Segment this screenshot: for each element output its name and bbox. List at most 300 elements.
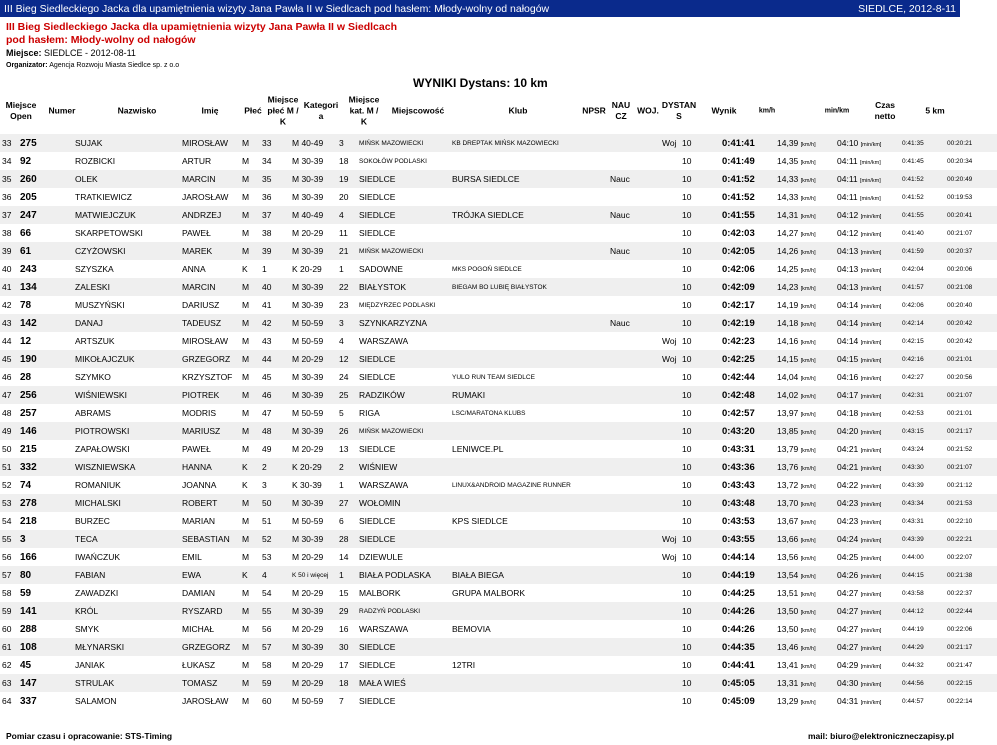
cell-miejsce-kat: 2 [337,458,357,476]
cell-miejscowosc: RIGA [359,408,380,418]
cell-dystans: 10 [680,206,720,224]
cell-kmh-value: 13,76 [777,462,799,472]
cell-kmh [775,602,835,620]
cell-open: 42 [2,300,12,310]
cell-kmh [775,314,835,332]
cell-netto: 0:43:39 [902,481,924,489]
cell-minkm-value: 04:13 [837,282,859,292]
cell-klub: KB DREPTAK MIŃSK MAZOWIECKI [450,134,608,152]
cell-npsr [608,134,640,152]
cell-minkm-unit: [min/km] [860,466,882,472]
cell-open: 49 [0,422,18,440]
cell-minkm-value: 04:13 [837,246,859,256]
cell-minkm [835,458,900,476]
cell-miejscowosc: RADZYŃ PODLASKI [357,602,450,620]
cell-minkm-unit: [min/km] [860,646,882,652]
cell-woj [660,584,680,602]
cell-nau [640,368,660,386]
cell-kmh-unit: [km/h] [800,592,816,598]
cell-miejsce-kat: 1 [337,566,357,584]
cell-minkm-unit: [min/km] [860,448,882,454]
cell-kmh-unit: [km/h] [800,268,816,274]
cell-5km: 00:21:17 [945,422,997,440]
cell-woj: Woj [660,134,680,152]
cell-kmh [775,620,835,638]
cell-kmh-unit: [km/h] [800,412,816,418]
cell-kmh-unit: [km/h] [800,214,816,220]
cell-netto: 0:44:29 [900,638,945,656]
cell-kmh-value: 14,25 [777,264,799,274]
cell-miejscowosc: MIŃSK MAZOWIECKI [357,134,450,152]
cell-miejsce-kat: 30 [337,638,357,656]
cell-miejsce-plec: 54 [262,588,272,598]
cell-numer: 74 [20,479,32,491]
cell-imie: MIROSŁAW [180,134,240,152]
cell-minkm-unit: [min/km] [860,232,882,238]
cell-nazwisko: ARTSZUK [75,336,115,346]
cell-open: 60 [2,624,12,634]
cell-5km: 00:21:07 [947,229,973,237]
cell-minkm-unit: [min/km] [860,484,882,490]
cell-minkm-unit: [min/km] [860,520,882,526]
cell-miejsce-plec: 34 [262,156,272,166]
cell-kmh [775,530,835,548]
cell-dystans: 10 [682,300,692,310]
cell-imie: KRZYSZTOF [182,372,233,382]
cell-kmh-unit: [km/h] [800,538,816,544]
cell-nazwisko: WISZNIEWSKA [73,458,180,476]
cell-open: 64 [2,696,12,706]
cell-minkm [835,620,900,638]
cell-imie: EWA [180,566,240,584]
cell-klub: TRÓJKA SIEDLCE [450,206,608,224]
cell-minkm-value: 04:24 [837,534,859,544]
cell-nau [640,350,660,368]
cell-nau [640,494,660,512]
cell-wynik: 0:41:52 [722,191,755,203]
cell-miejsce-kat: 4 [339,336,344,346]
cell-nau [640,314,660,332]
cell-numer: 146 [18,422,73,440]
cell-miejsce-plec: 40 [260,278,290,296]
cell-nazwisko: FABIAN [73,566,180,584]
cell-imie: ŁUKASZ [182,660,216,670]
top-bar-date: SIEDLCE, 2012-8-11 [858,2,956,15]
table-row [0,584,997,602]
cell-npsr [608,296,640,314]
cell-dystans: 10 [680,422,720,440]
cell-nazwisko: ROZBICKI [75,156,116,166]
cell-kmh [775,656,835,674]
cell-nau [640,206,660,224]
cell-kmh-value: 13,46 [777,642,799,652]
cell-kmh-value: 13,50 [777,624,799,634]
cell-miejsce-plec: 38 [262,228,272,238]
cell-5km: 00:22:10 [947,517,973,525]
cell-miejscowosc: RADZIKÓW [357,386,450,404]
cell-minkm [835,674,900,692]
cell-nazwisko: ZAPAŁOWSKI [75,444,130,454]
cell-plec: M [242,696,250,706]
cell-miejsce-kat: 22 [337,278,357,296]
cell-kategoria: M 50-59 [292,696,324,706]
document-header [0,17,960,72]
cell-kategoria: K 50 i więcej [290,566,337,584]
cell-numer: 215 [20,443,37,455]
table-row [0,260,997,278]
cell-woj [660,422,680,440]
cell-5km: 00:20:41 [945,206,997,224]
cell-kategoria: M 30-39 [290,530,337,548]
cell-kmh-value: 13,54 [777,570,799,580]
cell-wynik: 0:44:35 [720,638,775,656]
cell-imie: TOMASZ [180,674,240,692]
col-klub: Klub [508,105,528,116]
cell-npsr [608,566,640,584]
cell-kategoria: M 40-49 [290,134,337,152]
cell-kategoria: M 50-59 [290,314,337,332]
table-row [0,206,997,224]
cell-netto: 0:41:45 [902,157,924,165]
cell-plec: K [242,264,248,274]
cell-miejscowosc: MIŃSK MAZOWIECKI [357,242,450,260]
cell-minkm-unit: [min/km] [860,556,882,562]
cell-klub [450,638,608,656]
cell-open: 40 [2,264,12,274]
cell-numer: 247 [18,206,73,224]
cell-minkm-value: 04:14 [837,300,859,310]
cell-klub: YULO RUN TEAM SIEDLCE [452,373,535,381]
cell-netto: 0:43:39 [900,530,945,548]
cell-open: 55 [0,530,18,548]
cell-klub: LENIWCE.PL [452,444,504,454]
cell-klub [450,674,608,692]
cell-miejscowosc: MALBORK [359,588,401,598]
cell-dystans: 10 [682,264,692,274]
cell-miejsce-plec: 33 [260,134,290,152]
cell-open: 44 [2,336,12,346]
cell-miejscowosc: SIEDLCE [359,696,396,706]
cell-miejscowosc: BIAŁYSTOK [357,278,450,296]
cell-numer: 190 [18,350,73,368]
cell-miejsce-kat: 18 [337,674,357,692]
cell-kmh [775,278,835,296]
cell-open: 41 [0,278,18,296]
cell-kmh-unit: [km/h] [800,484,816,490]
cell-netto: 0:43:58 [902,589,924,597]
cell-npsr [608,512,640,530]
cell-miejscowosc: SIEDLCE [359,444,396,454]
cell-5km: 00:21:01 [947,409,973,417]
cell-open: 58 [2,588,12,598]
cell-wynik: 0:42:19 [720,314,775,332]
cell-dystans: 10 [680,674,720,692]
cell-miejscowosc: SIEDLCE [359,372,396,382]
cell-nazwisko: ZAWADZKI [75,588,119,598]
cell-kmh-value: 14,02 [777,390,799,400]
cell-5km: 00:22:37 [947,589,973,597]
cell-plec: M [240,206,260,224]
cell-wynik: 0:43:43 [722,479,755,491]
cell-miejscowosc: SIEDLCE [359,660,396,670]
cell-numer: 260 [18,170,73,188]
event-place-label: Miejsce: [6,48,42,58]
cell-kmh-value: 13,97 [777,408,799,418]
cell-minkm-value: 04:30 [837,678,859,688]
cell-netto: 0:42:27 [902,373,924,381]
cell-kmh-value: 14,18 [777,318,799,328]
cell-kategoria: M 30-39 [290,278,337,296]
cell-5km: 00:21:08 [945,278,997,296]
cell-plec: M [242,156,250,166]
cell-open: 46 [2,372,12,382]
table-row [0,458,997,476]
cell-woj [660,188,680,206]
cell-5km: 00:21:07 [945,458,997,476]
cell-woj [660,620,680,638]
cell-miejsce-plec: 52 [260,530,290,548]
cell-netto: 0:41:59 [900,242,945,260]
cell-5km: 00:20:06 [947,265,973,273]
cell-numer: 142 [18,314,73,332]
cell-wynik: 0:43:31 [722,443,755,455]
cell-minkm-unit: [min/km] [860,574,882,580]
cell-minkm-unit: [min/km] [860,358,882,364]
cell-open: 48 [2,408,12,418]
cell-numer: 166 [20,551,37,563]
cell-nau [640,260,660,278]
cell-kmh-unit: [km/h] [800,196,816,202]
cell-klub [450,350,608,368]
cell-npsr: Nauc [608,314,640,332]
cell-minkm [835,404,900,422]
cell-plec: K [240,458,260,476]
cell-npsr [608,530,640,548]
cell-miejsce-kat: 25 [337,386,357,404]
cell-plec: M [240,314,260,332]
cell-miejsce-plec: 55 [260,602,290,620]
cell-klub: LSC/MARATONA KLUBS [452,409,526,417]
cell-5km: 00:21:47 [947,661,973,669]
cell-netto: 0:44:57 [902,697,924,705]
cell-miejsce-kat: 5 [339,408,344,418]
cell-kmh [775,638,835,656]
cell-minkm-value: 04:27 [837,606,859,616]
cell-npsr [608,602,640,620]
cell-imie: PAWEŁ [182,444,211,454]
cell-plec: M [242,192,250,202]
cell-numer: 108 [18,638,73,656]
cell-minkm-value: 04:11 [837,174,858,184]
cell-5km: 00:20:42 [947,337,973,345]
table-row [0,422,997,440]
cell-kmh-unit: [km/h] [800,628,816,634]
cell-miejscowosc: SIEDLCE [357,530,450,548]
cell-kmh-unit: [km/h] [800,376,816,382]
cell-miejsce-kat: 1 [339,480,344,490]
cell-plec: M [240,638,260,656]
cell-minkm-value: 04:31 [837,696,859,706]
cell-minkm [835,296,900,314]
event-organizer-label: Organizator: [6,62,48,69]
cell-woj [660,386,680,404]
cell-numer: 278 [18,494,73,512]
table-row [0,476,997,494]
cell-wynik: 0:45:09 [722,695,755,707]
cell-kmh [775,422,835,440]
table-row [0,548,997,566]
cell-kategoria: M 30-39 [292,192,324,202]
cell-klub: LINUX&ANDROID MAGAZINE RUNNER [452,481,571,489]
cell-imie: GRZEGORZ [180,350,240,368]
cell-kmh-unit: [km/h] [800,664,816,670]
cell-miejsce-kat: 20 [339,192,349,202]
cell-nazwisko: MATWIEJCZUK [73,206,180,224]
col-miejscowosc: Miejscowość [391,105,445,116]
cell-open: 37 [0,206,18,224]
cell-kategoria: M 50-59 [292,336,324,346]
cell-nazwisko: JANIAK [75,660,105,670]
cell-imie: HANNA [180,458,240,476]
cell-numer: 92 [20,155,32,167]
cell-woj [660,476,680,494]
cell-klub: BURSA SIEDLCE [450,170,608,188]
cell-klub [450,296,608,314]
cell-nazwisko: TRATKIEWICZ [75,192,132,202]
cell-kategoria: M 30-39 [290,170,337,188]
cell-minkm [835,512,900,530]
cell-kmh-value: 13,50 [777,606,799,616]
cell-minkm [835,566,900,584]
cell-minkm-value: 04:26 [837,570,859,580]
cell-npsr [608,584,640,602]
cell-miejsce-kat: 23 [339,300,349,310]
cell-5km: 00:20:34 [947,157,973,165]
cell-nau [640,440,660,458]
cell-dystans: 10 [682,192,692,202]
cell-miejsce-kat: 15 [339,588,349,598]
cell-netto: 0:42:16 [900,350,945,368]
cell-netto: 0:44:12 [900,602,945,620]
table-row [0,656,997,674]
cell-kategoria: K 20-29 [290,458,337,476]
cell-nau [640,620,660,638]
cell-kmh-unit: [km/h] [800,250,816,256]
cell-kmh-unit: [km/h] [800,340,816,346]
cell-dystans: 10 [682,408,692,418]
cell-woj [660,224,680,242]
cell-kmh [775,368,835,386]
cell-kmh [775,386,835,404]
cell-plec: M [240,278,260,296]
footer-email[interactable]: mail: biuro@elektroniczneczapisy.pl [807,731,954,741]
cell-imie: MARCIN [180,170,240,188]
cell-minkm [835,602,900,620]
cell-kmh-value: 14,15 [777,354,799,364]
cell-kmh [775,404,835,422]
cell-miejsce-kat: 26 [337,422,357,440]
cell-npsr [608,224,640,242]
table-row [0,242,997,260]
cell-miejsce-plec: 60 [262,696,272,706]
cell-npsr [608,692,640,710]
cell-numer: 3 [18,530,73,548]
cell-kmh-unit: [km/h] [800,430,816,436]
cell-minkm [835,476,900,494]
cell-miejsce-plec: 53 [262,552,272,562]
cell-nau [640,638,660,656]
cell-minkm-unit: [min/km] [860,322,882,328]
cell-npsr [608,548,640,566]
cell-woj: Woj [660,350,680,368]
cell-imie: TADEUSZ [180,314,240,332]
cell-kmh [775,350,835,368]
event-title-line2: pod hasłem: Młody-wolny od nałogów [6,34,196,46]
cell-minkm [835,440,900,458]
cell-wynik: 0:42:57 [722,407,755,419]
cell-plec: M [242,552,250,562]
cell-plec: K [240,566,260,584]
cell-5km: 00:21:12 [947,481,973,489]
cell-kmh [775,458,835,476]
cell-numer: 205 [20,191,37,203]
cell-dystans: 10 [682,660,692,670]
cell-minkm-value: 04:27 [837,588,859,598]
cell-netto: 0:42:06 [902,301,924,309]
cell-kmh-value: 14,39 [777,138,799,148]
cell-minkm-value: 04:21 [837,462,859,472]
col-netto: Czas netto [874,100,896,121]
cell-klub [450,242,608,260]
cell-klub: KPS SIEDLCE [452,516,508,526]
cell-dystans: 10 [680,278,720,296]
cell-kategoria: M 30-39 [290,422,337,440]
cell-miejsce-plec: 2 [260,458,290,476]
cell-open: 35 [0,170,18,188]
cell-kmh-unit: [km/h] [800,610,816,616]
cell-miejsce-plec: 37 [260,206,290,224]
table-row [0,620,997,638]
cell-dystans: 10 [680,494,720,512]
cell-miejsce-kat: 21 [337,242,357,260]
cell-numer: 141 [18,602,73,620]
cell-minkm-value: 04:14 [837,336,859,346]
cell-wynik: 0:43:20 [720,422,775,440]
cell-kmh [775,188,835,206]
cell-wynik: 0:41:52 [720,170,775,188]
cell-5km: 00:22:07 [947,553,973,561]
event-place [6,47,954,60]
cell-dystans: 10 [680,638,720,656]
cell-kategoria: M 30-39 [292,156,324,166]
cell-minkm-value: 04:11 [837,156,858,166]
cell-minkm [835,242,900,260]
results-header [0,72,960,134]
cell-miejsce-plec: 42 [260,314,290,332]
cell-kmh-value: 14,26 [777,246,799,256]
cell-nazwisko: ABRAMS [75,408,111,418]
cell-kategoria: M 30-39 [292,300,324,310]
cell-nau [640,602,660,620]
cell-minkm [835,530,900,548]
cell-open: 63 [0,674,18,692]
cell-numer: 218 [20,515,37,527]
cell-imie: RYSZARD [180,602,240,620]
cell-klub: BEMOVIA [452,624,491,634]
cell-nazwisko: MICHALSKI [73,494,180,512]
cell-netto: 0:42:04 [902,265,924,273]
cell-plec: K [242,480,248,490]
